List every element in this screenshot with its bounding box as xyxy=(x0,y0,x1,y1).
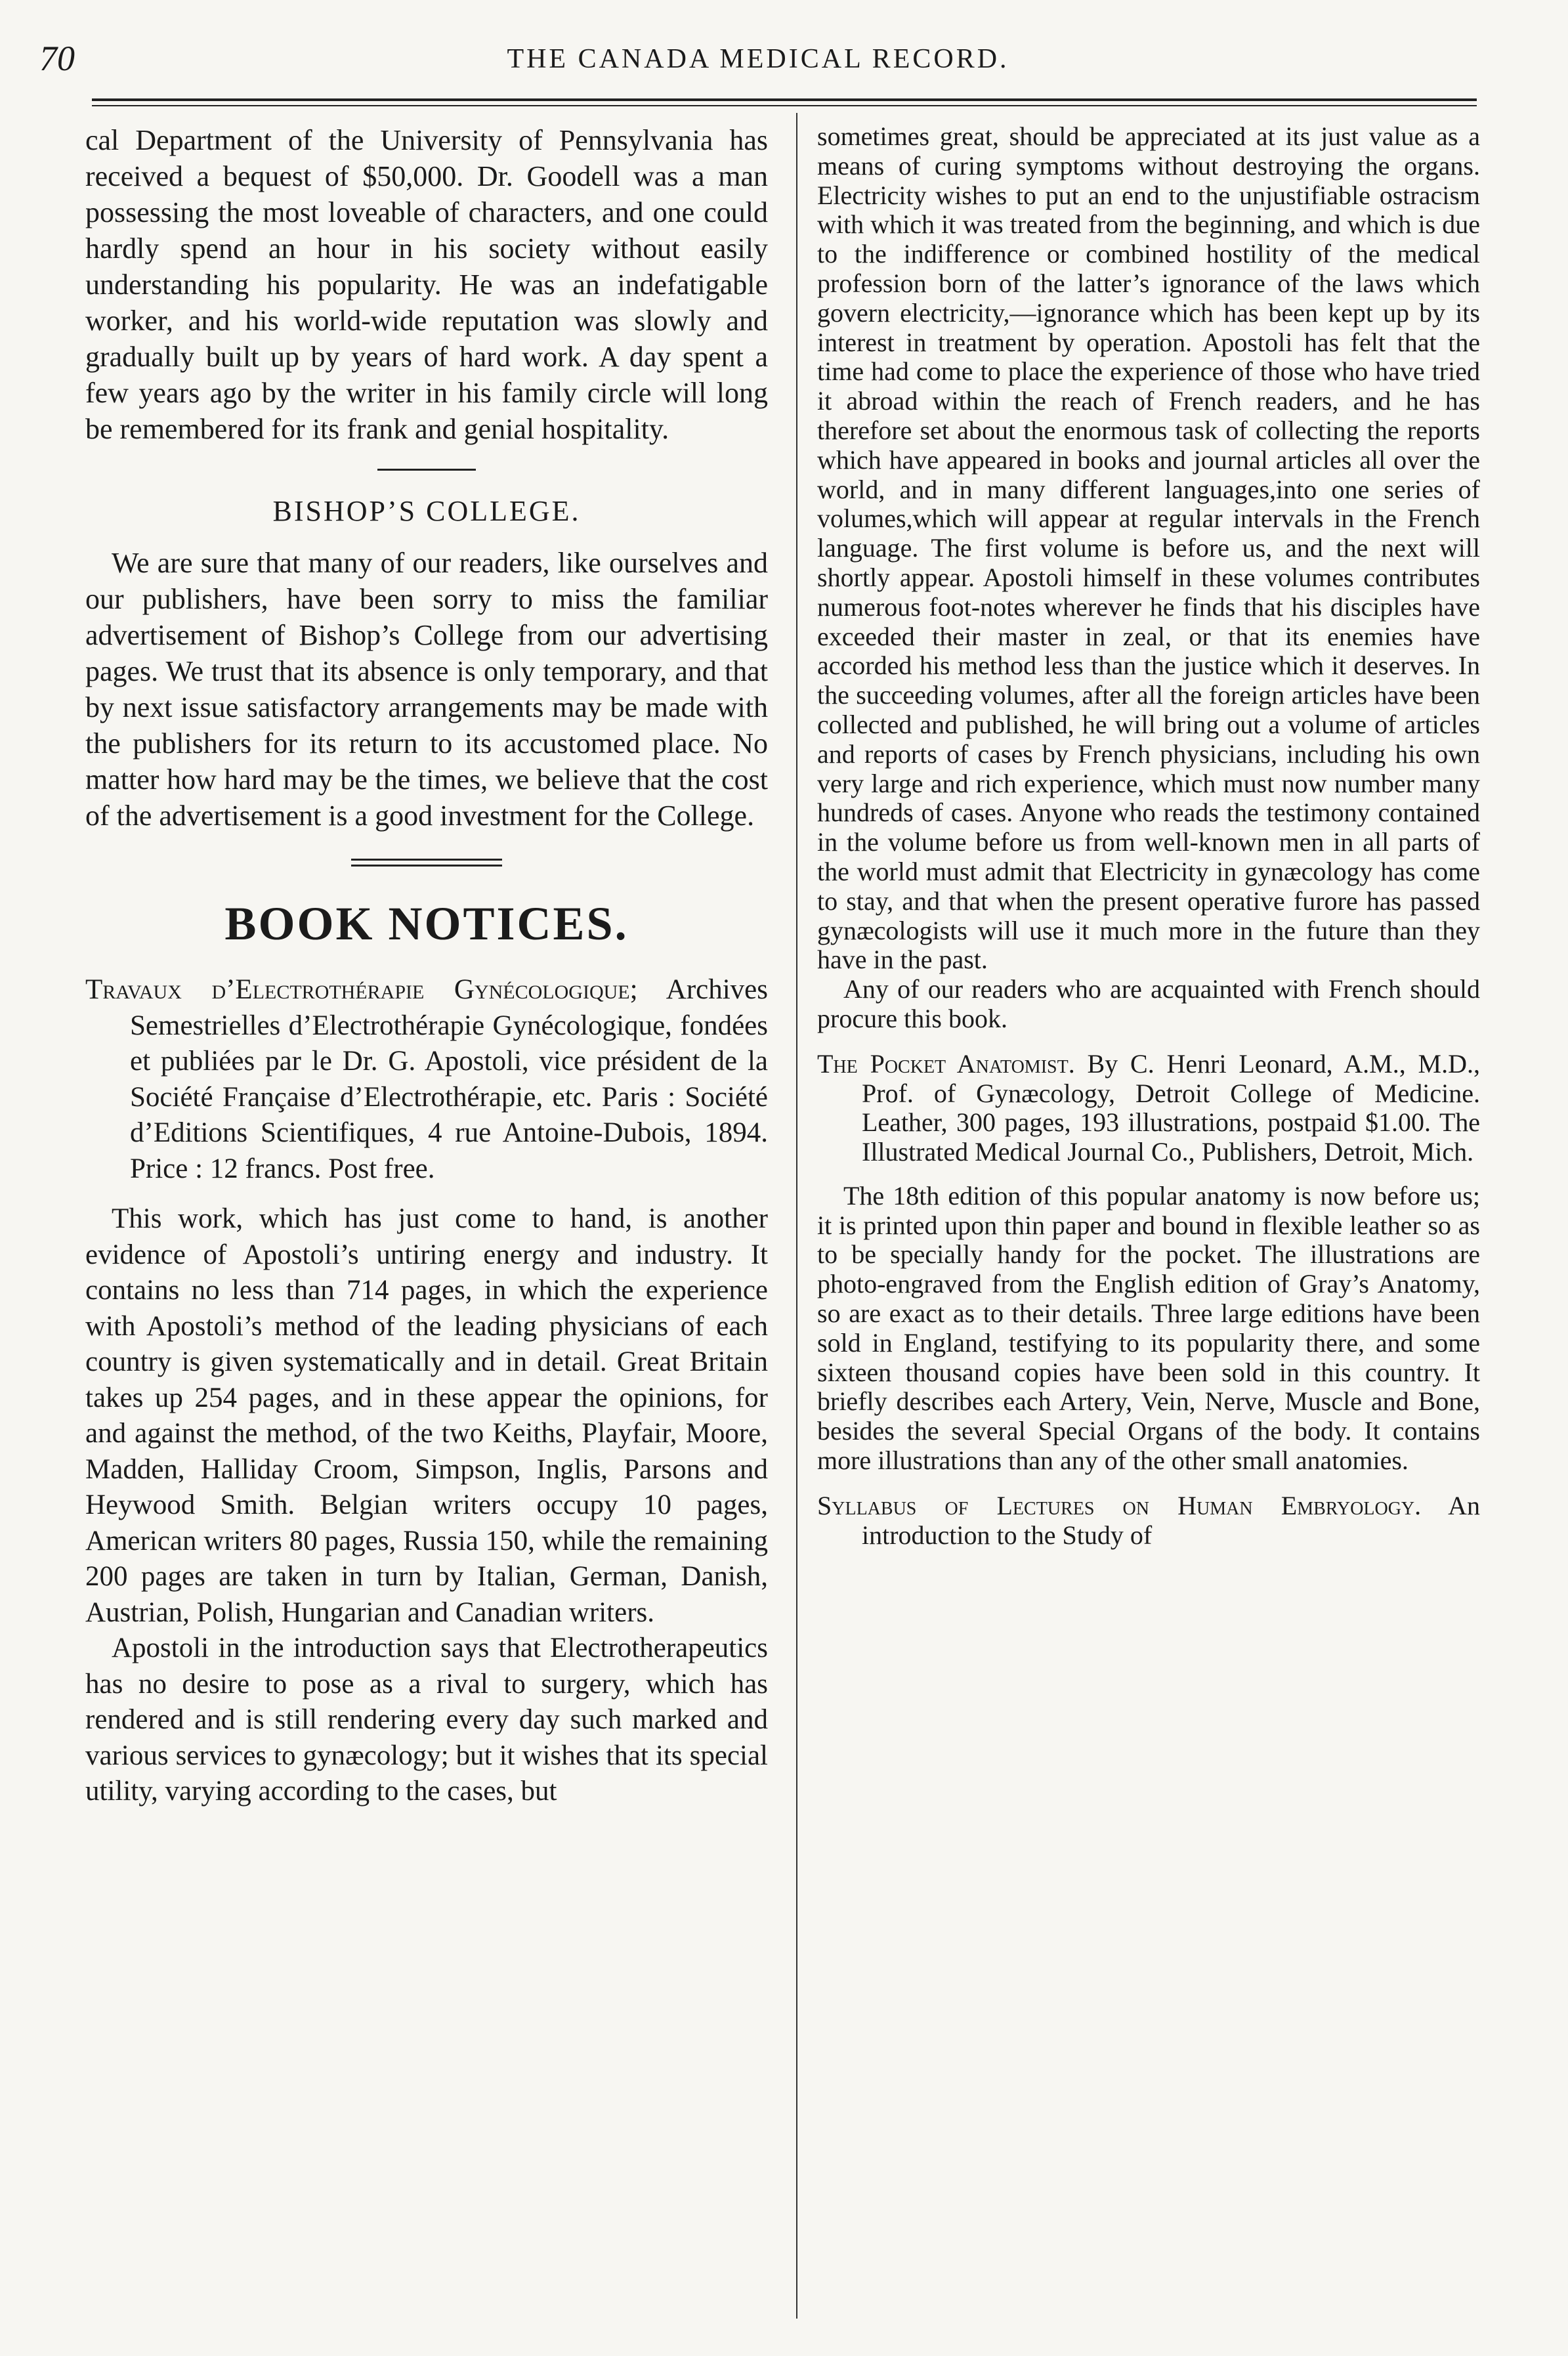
travaux-citation xyxy=(85,972,768,1187)
bishops-college-heading: BISHOP’S COLLEGE. xyxy=(272,495,581,527)
readers-note: Any of our readers who are acquainted with French should procure this book. xyxy=(817,974,1480,1033)
apostoli-intro-paragraph: Apostoli in the introduction says that Electrotherapeutics has no desire to pose as a rival to surgery, which has rendered and is still rendering every day such marked and various services to gynæcology; but it wishes that its special utility, varying according to the cases, but xyxy=(85,1633,768,1807)
travaux-details: ; Archives Semestrielles d’Electrothérapie Gynécologique, fondées et publiées par le Dr. G. Apostoli, vice président de la Société Française d’Electrothérapie, etc. Paris : Société d’Editions Scientifiques, 4 rue Antoine-Dubois, 1894. Price : 12 francs. Post free. xyxy=(130,974,768,1184)
spacer xyxy=(817,1034,1480,1050)
pocket-anatomist-review: The 18th edition of this popular anatomy is now before us; it is printed upon thin paper and bound in flexible leather so as to be specially handy for the pocket. The illustrations are photo-engraved from the English edition of Gray’s Anatomy, so are exact as to their details. Three large editions have been sold in England, testifying to its popularity there, and some sixteen thousand copies have been sold in this country. It briefly describes each Artery, Vein, Nerve, Muscle and Bone, besides the several Special Organs of the body. It contains more illustrations than any of the other small anatomies. xyxy=(817,1180,1480,1476)
page-header xyxy=(39,38,1477,91)
double-rule xyxy=(351,859,502,867)
right-column xyxy=(817,122,1480,1564)
bishops-college-paragraph: We are sure that many of our readers, like ourselves and our publishers, have been sorry to miss the familiar advertisement of Bishop’s College from our advertising pages. We trust that its absence is only temporary, and that by next issue satisfactory arrangements may be made with the publishers for its return to its accustomed place. No matter how hard may be the times, we believe that the cost of the advertisement is a good investment for the College. xyxy=(85,547,768,832)
spacer xyxy=(817,1476,1480,1491)
embryology-title: Syllabus of Lectures on Human Embryology xyxy=(817,1490,1415,1520)
goodell-paragraph: cal Department of the University of Pennsylvania has received a bequest of $50,000. Dr. Goodell was a man possessing the most loveable of characters, and one could hardly spend an hour in his society without easily understanding his popularity. He was an indefatigable worker, and his world-wide reputation was slowly and gradually built up by years of hard work. A day spent a few years ago by the writer in his family circle will long be remembered for its frank and genial hospitality. xyxy=(85,124,768,445)
column-divider xyxy=(796,113,797,2319)
pocket-anatomist-title: The Pocket Anatomist xyxy=(817,1048,1069,1079)
embryology-details: . An introduction to the Study of xyxy=(862,1490,1480,1550)
travaux-title: Travaux d’Electrothérapie Gynécologique xyxy=(85,974,630,1005)
pocket-anatomist-details: . By C. Henri Leonard, A.M., M.D., Prof. of Gynæcology, Detroit College of Medicine. Leather, 300 pages, 193 illustrations, postpaid $1.00. The Illustrated Medical Journal Co., Publishers, Detroit, Mich. xyxy=(862,1048,1480,1167)
header-rule xyxy=(92,98,1477,106)
embryology-citation xyxy=(817,1491,1480,1551)
apostoli-review-paragraph: This work, which has just come to hand, is another evidence of Apostoli’s untiring energy and industry. It contains no less than 714 pages, in which the experience with Apostoli’s method of the leading physicians of each country is given systematically and in detail. Great Britain takes up 254 pages, and in these appear the opinions, for and against the method, of the two Keiths, Playfair, Moore, Madden, Halliday Croom, Simpson, Inglis, Parsons and Heywood Smith. Belgian writers occupy 10 pages, American writers 80 pages, Russia 150, while the remaining 200 pages are taken in turn by Italian, German, Danish, Austrian, Polish, Hungarian and Canadian writers. xyxy=(85,1203,768,1628)
electricity-paragraph: sometimes great, should be appreciated at its just value as a means of curing symptoms without destroying the organs. Electricity wishes to put an end to the unjustifiable ostracism with which it was treated from the beginning, and which is due to the indifference or combined hostility of the medical profession born of the latter’s ignorance of the laws which govern electricity,—ignorance which has been kept up by its interest in treatment by operation. Apostoli has felt that the time had come to place the experience of those who have tried it abroad within the reach of French readers, and he has therefore set about the enormous task of collecting the reports which have appeared in books and journal articles all over the world, and in many different languages,into one series of volumes,which will appear at regular intervals in the French language. The first volume is before us, and the next will shortly appear. Apostoli himself in these volumes contributes numerous foot-notes wherever he finds that his disciples have exceeded their master in zeal, or that its enemies have accorded his method less than the justice which it deserves. In the succeeding volumes, after all the foreign articles have been collected and published, he will bring out a volume of articles and reports of cases by French physicians, including his own very large and rich experience, which must now number many hundreds of cases. Anyone who reads the testimony contained in the volume before us from well-known men in all parts of the world must admit that Electricity in gynæcology has come to stay, and that when the present operative furore has passed gynæcologists will use it much more in the future than they have in the past. xyxy=(817,121,1480,975)
section-rule xyxy=(377,469,476,471)
running-title: THE CANADA MEDICAL RECORD. xyxy=(507,44,1009,74)
pocket-anatomist-citation xyxy=(817,1050,1480,1167)
page-number: 70 xyxy=(39,39,75,78)
left-column xyxy=(85,122,768,1810)
book-notices-heading: BOOK NOTICES. xyxy=(224,897,629,950)
